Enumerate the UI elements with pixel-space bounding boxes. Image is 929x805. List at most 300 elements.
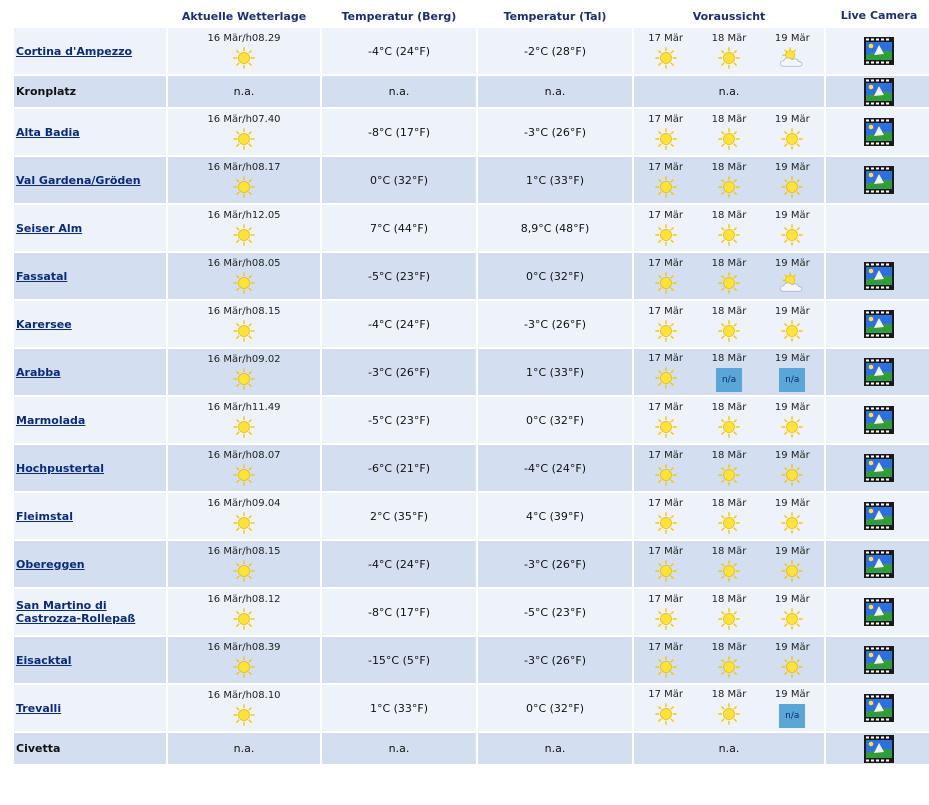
current-weather — [168, 33, 320, 69]
sun-icon — [781, 606, 803, 630]
forecast-day — [699, 594, 759, 630]
table-row — [14, 685, 929, 731]
forecast-day — [699, 689, 759, 728]
table-row — [14, 733, 929, 764]
forecast-day — [699, 306, 759, 342]
not-available-text: n.a. — [233, 742, 255, 755]
resort-name-cell — [14, 301, 166, 347]
temp-valley-cell — [478, 28, 632, 74]
temp-valley-value: 0°C (32°F) — [525, 269, 585, 283]
not-available-text: n.a. — [544, 742, 566, 755]
live-camera-cell — [826, 301, 929, 347]
sun-icon — [655, 606, 677, 630]
forecast-date: 19 Mär — [774, 546, 810, 557]
forecast-days — [634, 689, 824, 728]
forecast-date: 17 Mär — [648, 210, 684, 221]
forecast-day — [762, 450, 822, 486]
resort-link[interactable]: Marmolada — [16, 413, 86, 427]
live-camera-cell — [826, 109, 929, 155]
current-weather-cell — [168, 589, 320, 635]
temp-mountain-value: -3°C (26°F) — [367, 365, 431, 379]
current-weather-cell — [168, 253, 320, 299]
live-camera-icon[interactable] — [864, 509, 894, 522]
sun-icon — [781, 222, 803, 246]
live-camera-cell — [826, 349, 929, 395]
resort-name: Civetta — [16, 742, 61, 755]
observation-time: 16 Mär/h12.05 — [207, 210, 281, 221]
sun-icon — [233, 45, 255, 69]
forecast-day — [636, 210, 696, 246]
not-available-text: n.a. — [718, 85, 740, 98]
table-row — [14, 445, 929, 491]
current-weather-cell — [168, 541, 320, 587]
current-weather — [168, 354, 320, 390]
sun-icon — [718, 654, 740, 678]
live-camera-cell — [826, 733, 929, 764]
sun-icon — [781, 510, 803, 534]
forecast-date: 17 Mär — [648, 688, 684, 700]
not-available-text: n.a. — [544, 85, 566, 98]
live-camera-cell — [826, 493, 929, 539]
live-camera-cell — [826, 28, 929, 74]
temp-valley-value: 0°C (32°F) — [525, 701, 585, 715]
not-available-icon: n/a — [779, 704, 805, 728]
forecast-date: 19 Mär — [774, 162, 810, 173]
forecast-day — [762, 210, 822, 246]
forecast-date: 17 Mär — [648, 33, 684, 44]
forecast-day — [762, 642, 822, 678]
observation-time: 16 Mär/h08.10 — [207, 690, 281, 701]
forecast-day — [636, 162, 696, 198]
forecast-days — [634, 162, 824, 198]
sun-icon — [233, 510, 255, 534]
sun-icon — [233, 654, 255, 678]
observation-time: 16 Mär/h09.04 — [207, 498, 281, 509]
temp-mountain-cell — [322, 76, 476, 107]
forecast-date: 19 Mär — [774, 306, 810, 317]
sun-icon — [781, 654, 803, 678]
sun-icon — [233, 270, 255, 294]
temp-valley-cell — [478, 253, 632, 299]
temp-valley-value: 0°C (32°F) — [525, 413, 585, 427]
forecast-cell — [634, 253, 824, 299]
forecast-day — [636, 33, 696, 69]
sun-icon — [233, 222, 255, 246]
resort-link[interactable]: Alta Badia — [16, 125, 80, 139]
resort-link[interactable]: Karersee — [16, 317, 72, 331]
resort-name-cell — [14, 589, 166, 635]
forecast-day — [636, 450, 696, 486]
sun-icon — [718, 222, 740, 246]
not-available-text: n.a. — [388, 85, 410, 98]
live-camera-icon[interactable] — [864, 173, 894, 186]
table-row — [14, 28, 929, 74]
forecast-date: 17 Mär — [648, 642, 684, 653]
live-camera-icon[interactable] — [864, 44, 894, 57]
forecast-date: 18 Mär — [711, 210, 747, 221]
live-camera-icon[interactable] — [864, 742, 894, 755]
forecast-cell — [634, 589, 824, 635]
sun-icon — [655, 45, 677, 69]
temp-mountain-cell — [322, 493, 476, 539]
temp-valley-cell — [478, 685, 632, 731]
resort-name-cell — [14, 28, 166, 74]
temp-valley-value: 8,9°C (48°F) — [520, 221, 590, 235]
table-row — [14, 76, 929, 107]
forecast-date: 17 Mär — [648, 450, 684, 461]
resort-name-cell — [14, 76, 166, 107]
forecast-date: 19 Mär — [774, 688, 810, 700]
forecast-days — [634, 306, 824, 342]
forecast-date: 19 Mär — [774, 352, 810, 364]
temp-valley-cell — [478, 637, 632, 683]
live-camera-icon[interactable] — [864, 365, 894, 378]
resort-link[interactable]: Val Gardena/Gröden — [16, 173, 141, 187]
observation-time: 16 Mär/h08.12 — [207, 594, 281, 605]
forecast-day — [762, 402, 822, 438]
forecast-days — [634, 546, 824, 582]
live-camera-icon[interactable] — [864, 317, 894, 330]
forecast-day — [762, 689, 822, 728]
temp-valley-cell — [478, 445, 632, 491]
current-weather — [168, 498, 320, 534]
live-camera-cell — [826, 397, 929, 443]
temp-valley-cell — [478, 157, 632, 203]
forecast-days — [634, 33, 824, 69]
sun-icon — [233, 126, 255, 150]
forecast-day — [636, 689, 696, 728]
forecast-day — [762, 33, 822, 69]
current-weather-cell — [168, 733, 320, 764]
forecast-days — [634, 498, 824, 534]
forecast-cell — [634, 301, 824, 347]
forecast-day — [762, 546, 822, 582]
table-row — [14, 205, 929, 251]
resort-link[interactable]: Fleimstal — [16, 509, 73, 523]
temp-mountain-value: -15°C (5°F) — [367, 653, 431, 667]
temp-mountain-cell — [322, 301, 476, 347]
current-weather — [168, 402, 320, 438]
header-current-weather: Aktuelle Wetterlage — [168, 6, 320, 26]
live-camera-icon[interactable] — [864, 605, 894, 618]
sun-icon — [233, 414, 255, 438]
live-camera-cell — [826, 253, 929, 299]
forecast-date: 17 Mär — [648, 498, 684, 509]
forecast-date: 18 Mär — [711, 162, 747, 173]
forecast-date: 18 Mär — [711, 402, 747, 413]
sun-icon — [718, 606, 740, 630]
forecast-day — [699, 402, 759, 438]
current-weather-cell — [168, 205, 320, 251]
temp-mountain-value: 1°C (33°F) — [369, 701, 429, 715]
temp-valley-value: -4°C (24°F) — [523, 461, 587, 475]
current-weather-cell — [168, 397, 320, 443]
forecast-cell — [634, 541, 824, 587]
sun-icon — [718, 270, 740, 294]
forecast-date: 18 Mär — [711, 546, 747, 557]
resort-name-cell — [14, 397, 166, 443]
current-weather-cell — [168, 157, 320, 203]
table-row — [14, 397, 929, 443]
temp-valley-value: -2°C (28°F) — [523, 44, 587, 58]
live-camera-icon[interactable] — [864, 653, 894, 666]
sun-icon — [655, 510, 677, 534]
sun-icon — [655, 270, 677, 294]
forecast-date: 18 Mär — [711, 688, 747, 700]
table-row — [14, 349, 929, 395]
forecast-days — [634, 114, 824, 150]
live-camera-icon[interactable] — [864, 461, 894, 474]
temp-valley-value: -3°C (26°F) — [523, 125, 587, 139]
sun-icon — [233, 366, 255, 390]
header-resort — [14, 6, 166, 26]
forecast-date: 18 Mär — [711, 450, 747, 461]
sun-icon — [655, 174, 677, 198]
sun-icon — [655, 414, 677, 438]
forecast-date: 19 Mär — [774, 210, 810, 221]
forecast-date: 17 Mär — [648, 162, 684, 173]
live-camera-cell — [826, 541, 929, 587]
forecast-day — [699, 114, 759, 150]
temp-mountain-value: -4°C (24°F) — [367, 557, 431, 571]
observation-time: 16 Mär/h08.15 — [207, 546, 281, 557]
temp-mountain-cell — [322, 157, 476, 203]
forecast-date: 17 Mär — [648, 402, 684, 413]
forecast-day — [636, 402, 696, 438]
live-camera-cell — [826, 637, 929, 683]
forecast-day — [699, 210, 759, 246]
sun-icon — [718, 701, 740, 725]
sun-icon — [655, 558, 677, 582]
temp-mountain-cell — [322, 397, 476, 443]
sun-icon — [655, 222, 677, 246]
live-camera-cell — [826, 445, 929, 491]
temp-valley-value: -3°C (26°F) — [523, 653, 587, 667]
current-weather — [168, 546, 320, 582]
temp-mountain-cell — [322, 253, 476, 299]
sun-icon — [718, 318, 740, 342]
sun-icon — [233, 318, 255, 342]
resort-name-cell — [14, 157, 166, 203]
forecast-day — [699, 258, 759, 294]
live-camera-cell — [826, 589, 929, 635]
sun-cloud-icon — [776, 270, 808, 294]
forecast-cell — [634, 76, 824, 107]
sun-icon — [781, 462, 803, 486]
sun-icon — [233, 174, 255, 198]
resort-link[interactable]: San Martino di Castrozza-Rollepaß — [16, 599, 136, 625]
sun-icon — [781, 126, 803, 150]
temp-valley-cell — [478, 349, 632, 395]
temp-mountain-cell — [322, 733, 476, 764]
forecast-day — [636, 258, 696, 294]
forecast-day — [636, 498, 696, 534]
temp-mountain-value: -4°C (24°F) — [367, 317, 431, 331]
sun-icon — [233, 702, 255, 726]
forecast-days — [634, 258, 824, 294]
sun-icon — [718, 414, 740, 438]
table-row — [14, 157, 929, 203]
sun-icon — [718, 45, 740, 69]
resort-name-cell — [14, 205, 166, 251]
forecast-day — [636, 546, 696, 582]
table-row — [14, 541, 929, 587]
forecast-days — [634, 210, 824, 246]
temp-mountain-value: -5°C (23°F) — [367, 269, 431, 283]
forecast-days — [634, 450, 824, 486]
forecast-date: 17 Mär — [648, 258, 684, 269]
sun-cloud-icon — [776, 45, 808, 69]
resort-name-cell — [14, 253, 166, 299]
current-weather — [168, 306, 320, 342]
not-available-icon: n/a — [779, 368, 805, 392]
temp-valley-value: -3°C (26°F) — [523, 557, 587, 571]
temp-mountain-cell — [322, 685, 476, 731]
temp-valley-cell — [478, 397, 632, 443]
forecast-date: 18 Mär — [711, 498, 747, 509]
forecast-day — [636, 594, 696, 630]
observation-time: 16 Mär/h08.39 — [207, 642, 281, 653]
forecast-day — [699, 162, 759, 198]
sun-icon — [781, 414, 803, 438]
resort-name-cell — [14, 541, 166, 587]
forecast-day — [762, 114, 822, 150]
current-weather-cell — [168, 349, 320, 395]
forecast-cell — [634, 157, 824, 203]
forecast-day — [699, 498, 759, 534]
temp-valley-cell — [478, 301, 632, 347]
resort-name: Kronplatz — [16, 85, 77, 98]
current-weather-cell — [168, 637, 320, 683]
current-weather — [168, 594, 320, 630]
sun-icon — [781, 318, 803, 342]
temp-mountain-cell — [322, 589, 476, 635]
forecast-date: 18 Mär — [711, 352, 747, 364]
forecast-days — [634, 642, 824, 678]
resort-name-cell — [14, 733, 166, 764]
forecast-cell — [634, 637, 824, 683]
forecast-date: 19 Mär — [774, 642, 810, 653]
temp-mountain-cell — [322, 445, 476, 491]
observation-time: 16 Mär/h11.49 — [207, 402, 281, 413]
temp-mountain-cell — [322, 109, 476, 155]
resort-name-cell — [14, 685, 166, 731]
sun-icon — [655, 462, 677, 486]
resort-link[interactable]: Eisacktal — [16, 653, 72, 667]
table-row — [14, 637, 929, 683]
forecast-date: 17 Mär — [648, 546, 684, 557]
current-weather — [168, 114, 320, 150]
observation-time: 16 Mär/h08.17 — [207, 162, 281, 173]
forecast-days — [634, 402, 824, 438]
live-camera-icon[interactable] — [864, 701, 894, 714]
live-camera-icon[interactable] — [864, 85, 894, 98]
resort-link[interactable]: Fassatal — [16, 269, 68, 283]
resort-link[interactable]: Hochpustertal — [16, 461, 104, 475]
temp-valley-value: -3°C (26°F) — [523, 317, 587, 331]
forecast-cell — [634, 205, 824, 251]
observation-time: 16 Mär/h08.29 — [207, 33, 281, 44]
forecast-day — [699, 450, 759, 486]
temp-mountain-cell — [322, 637, 476, 683]
table-row — [14, 493, 929, 539]
temp-mountain-cell — [322, 349, 476, 395]
temp-mountain-cell — [322, 205, 476, 251]
sun-icon — [718, 126, 740, 150]
forecast-day — [762, 594, 822, 630]
live-camera-icon[interactable] — [864, 269, 894, 282]
resort-link[interactable]: Arabba — [16, 365, 61, 379]
temp-valley-cell — [478, 541, 632, 587]
temp-mountain-value: -8°C (17°F) — [367, 125, 431, 139]
temp-valley-cell — [478, 109, 632, 155]
table-row — [14, 109, 929, 155]
live-camera-icon[interactable] — [864, 557, 894, 570]
not-available-text: n.a. — [718, 742, 740, 755]
live-camera-icon[interactable] — [864, 413, 894, 426]
forecast-day — [699, 642, 759, 678]
forecast-cell — [634, 493, 824, 539]
forecast-day — [762, 353, 822, 392]
resort-link[interactable]: Trevalli — [16, 701, 62, 715]
sun-icon — [718, 558, 740, 582]
header-forecast: Voraussicht — [634, 6, 824, 26]
forecast-date: 17 Mär — [648, 594, 684, 605]
resort-name-cell — [14, 349, 166, 395]
table-row — [14, 589, 929, 635]
temp-valley-cell — [478, 76, 632, 107]
forecast-date: 19 Mär — [774, 258, 810, 269]
forecast-days — [634, 594, 824, 630]
temp-valley-cell — [478, 493, 632, 539]
resort-link[interactable]: Obereggen — [16, 557, 85, 571]
forecast-day — [636, 114, 696, 150]
header-temp-mountain: Temperatur (Berg) — [322, 6, 476, 26]
sun-icon — [655, 365, 677, 389]
temp-mountain-value: -6°C (21°F) — [367, 461, 431, 475]
sun-icon — [781, 174, 803, 198]
forecast-day — [762, 258, 822, 294]
resort-link[interactable]: Cortina d'Ampezzo — [16, 44, 133, 58]
forecast-date: 19 Mär — [774, 33, 810, 44]
temp-valley-value: -5°C (23°F) — [523, 605, 587, 619]
forecast-date: 17 Mär — [648, 306, 684, 317]
forecast-date: 18 Mär — [711, 594, 747, 605]
sun-icon — [718, 510, 740, 534]
current-weather-cell — [168, 109, 320, 155]
forecast-cell — [634, 733, 824, 764]
temp-mountain-value: 0°C (32°F) — [369, 173, 429, 187]
forecast-date: 18 Mär — [711, 114, 747, 125]
current-weather — [168, 258, 320, 294]
forecast-date: 18 Mär — [711, 33, 747, 44]
current-weather — [168, 162, 320, 198]
current-weather-cell — [168, 685, 320, 731]
forecast-day — [636, 353, 696, 392]
resort-name-cell — [14, 109, 166, 155]
temp-valley-cell — [478, 733, 632, 764]
table-row — [14, 301, 929, 347]
resort-link[interactable]: Seiser Alm — [16, 221, 83, 235]
current-weather-cell — [168, 445, 320, 491]
current-weather-cell — [168, 301, 320, 347]
sun-icon — [655, 126, 677, 150]
forecast-cell — [634, 445, 824, 491]
live-camera-cell — [826, 157, 929, 203]
forecast-date: 19 Mär — [774, 450, 810, 461]
sun-icon — [233, 606, 255, 630]
live-camera-icon[interactable] — [864, 125, 894, 138]
